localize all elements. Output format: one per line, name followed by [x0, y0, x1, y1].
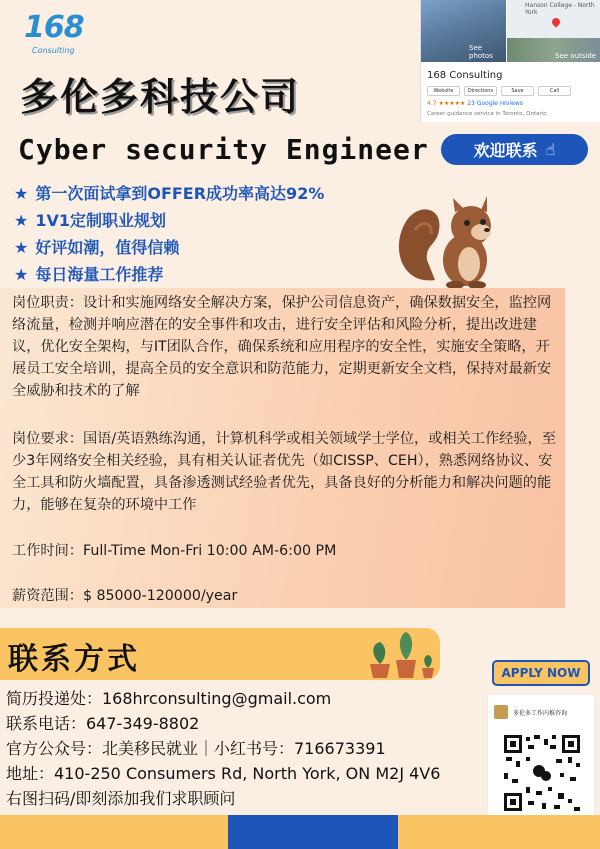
footer-bar-right	[398, 815, 600, 849]
highlight-item: ★ 第一次面试拿到OFFER成功率高达92%	[14, 184, 325, 203]
qr-instruction-line: 右图扫码/即刻添加我们求职顾问	[6, 789, 236, 808]
contact-info	[6, 686, 440, 811]
logo-number: 168	[24, 10, 84, 45]
welcome-contact-button[interactable]	[441, 134, 588, 165]
map-outside-photo[interactable]	[507, 38, 600, 62]
apply-now-button[interactable]: APPLY NOW	[492, 660, 590, 686]
wechat-qr-code[interactable]	[502, 733, 582, 813]
rating-value: 4.7	[427, 100, 437, 107]
company-logo	[22, 10, 92, 58]
map-call-button[interactable]: Call	[538, 86, 571, 96]
map-thumbnail[interactable]	[507, 0, 600, 38]
map-website-button[interactable]: Website	[427, 86, 460, 96]
map-save-button[interactable]: Save	[501, 86, 534, 96]
squirrel-illustration	[395, 190, 505, 290]
welcome-label: 欢迎联系	[473, 141, 538, 160]
star-icon: ★	[14, 184, 29, 203]
qr-avatar	[494, 705, 508, 719]
salary-text: 薪资范围：$ 85000-120000/year	[12, 588, 238, 604]
map-business-name: 168 Consulting	[427, 70, 503, 81]
contact-heading: 联系方式	[8, 642, 140, 677]
working-hours-text: 工作时间：Full-Time Mon-Fri 10:00 AM-6:00 PM	[12, 543, 337, 559]
highlight-item: ★ 1V1定制职业规划	[14, 211, 166, 230]
email-line[interactable]: 简历投递处：168hrconsulting@gmail.com	[6, 689, 332, 708]
map-pin-icon	[550, 16, 561, 27]
qr-title: 多伦多工作内推咨询	[513, 709, 568, 717]
map-description: Career guidance service in Toronto, Ontario	[427, 111, 547, 117]
highlights-list	[14, 180, 324, 288]
highlight-item: ★ 每日海量工作推荐	[14, 265, 164, 284]
qr-header	[494, 705, 567, 719]
map-action-bar	[427, 86, 571, 96]
job-details-panel	[0, 288, 565, 608]
map-place-label: Hanson College - North York	[525, 2, 595, 16]
footer-bar-left	[0, 815, 228, 849]
phone-line[interactable]: 联系电话：647-349-8802	[6, 714, 200, 733]
reviews-link[interactable]: 23 Google reviews	[467, 100, 523, 107]
footer-bar-center	[228, 815, 398, 849]
see-outside-label: See outside	[555, 52, 597, 60]
highlight-item: ★ 好评如潮，值得信赖	[14, 238, 180, 257]
job-title: Cyber security Engineer	[18, 133, 429, 166]
requirements-text: 岗位要求：国语/英语熟练沟通，计算机科学或相关领域学士学位，或相关工作经验，至少3年网络安全相关经验，具有相关认证者优先（如CISSP、CEH），熟悉网络协议、安全工具和防火墙配置，具备渗透测试经验者优先，具备良好的分析能力和解决问题的能力，能够在复杂的环境中工作	[12, 431, 556, 513]
social-accounts-line: 官方公众号：北美移民就业｜小红书号：716673391	[6, 739, 386, 758]
see-photos-label: See photos	[469, 44, 493, 60]
rating-stars-icon: ★★★★★	[438, 100, 466, 107]
google-map-card[interactable]	[420, 0, 600, 122]
address-line: 地址：410-250 Consumers Rd, North York, ON M2J 4V6	[6, 764, 441, 783]
map-directions-button[interactable]: Directions	[464, 86, 497, 96]
company-name: 多伦多科技公司	[20, 75, 301, 119]
pointer-hand-icon: ☝	[545, 140, 556, 159]
star-icon: ★	[14, 211, 29, 230]
star-icon: ★	[14, 265, 29, 284]
potted-plants-illustration	[362, 630, 440, 680]
map-photo[interactable]	[421, 0, 506, 62]
responsibilities-text: 岗位职责：设计和实施网络安全解决方案，保护公司信息资产，确保数据安全，监控网络流量，检测并响应潜在的安全事件和攻击，进行安全评估和风险分析，提出改进建议，优化安全架构，与IT团队合作，确保系统和应用程序的安全性，实施安全策略，开展员工安全培训，提高全员的安全意识和防范能力，定期更新安全文档，保持对最新安全威胁和技术的了解	[12, 295, 552, 399]
map-rating	[427, 100, 523, 107]
logo-subtitle: Consulting	[32, 46, 75, 55]
star-icon: ★	[14, 238, 29, 257]
